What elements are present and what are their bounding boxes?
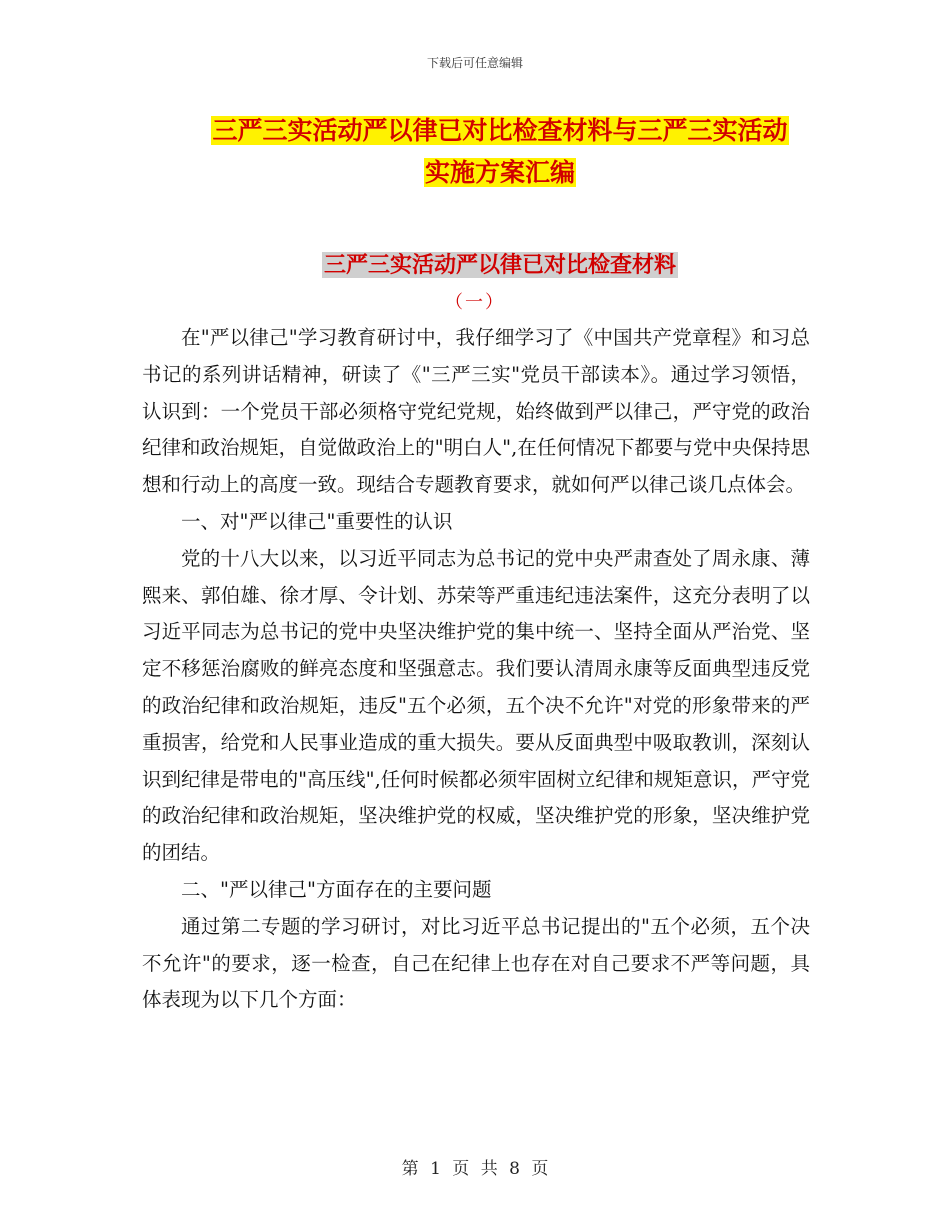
header-note: 下载后可任意编辑 (426, 56, 523, 70)
heading-one: 一、对"严以律己"重要性的认识 (181, 509, 453, 533)
section-title (0, 248, 950, 279)
part-number: （一） (445, 292, 505, 313)
paragraph-importance: 党的十八大以来，以习近平同志为总书记的党中央严肃查处了周永康、薄熙来、郭伯雄、徐才厚、令计划、苏荣等严重违纪违法案件，这充分表明了以习近平同志为总书记的党中央坚决维护党的集中统一、坚持全面从严治党、坚定不移惩治腐败的鲜亮态度和坚强意志。我们要认清周永康等反面典型违反党的政治纪律和政治规矩，违反"五个必须，五个决不允许"对党的形象带来的严重损害，给党和人民事业造成的重大损失。要从反面典型中吸取教训，深刻认识到纪律是带电的"高压线",任何时候都必须牢固树立纪律和规矩意识，严守党的政治纪律和政治规矩，坚决维护党的权威，坚决维护党的形象，坚决维护党的团结。 (142, 546, 810, 865)
paragraph-problems: 通过第二专题的学习研讨，对比习近平总书记提出的"五个必须，五个决不允许"的要求，逐一检查，自己在纪律上也存在对自己要求不严等问题，具体表现为以下几个方面： (142, 914, 810, 1012)
title-line-2: 实施方案汇编 (424, 158, 575, 187)
section-title-text: 三严三实活动严以律已对比检查材料 (323, 252, 676, 278)
intro-paragraph: 在"严以律己"学习教育研讨中，我仔细学习了《中国共产党章程》和习总书记的系列讲话精神，研读了《"三严三实"党员干部读本》。通过学习领悟，认识到：一个党员干部必须格守党纪党规，始终做到严以律己，严守党的政治纪律和政治规矩，自觉做政治上的"明白人",在任何情况下都要与党中央保持思想和行动上的高度一致。现结合专题教育要求，就如何严以律己谈几点体会。 (142, 326, 810, 497)
document-title (180, 110, 820, 194)
page-footer: 第 1 页 共 8 页 (401, 1159, 549, 1179)
title-line-1: 三严三实活动严以律已对比检查材料与三严三实活动 (212, 116, 788, 145)
body-text (142, 320, 810, 1019)
heading-two: 二、"严以律己"方面存在的主要问题 (181, 877, 492, 901)
